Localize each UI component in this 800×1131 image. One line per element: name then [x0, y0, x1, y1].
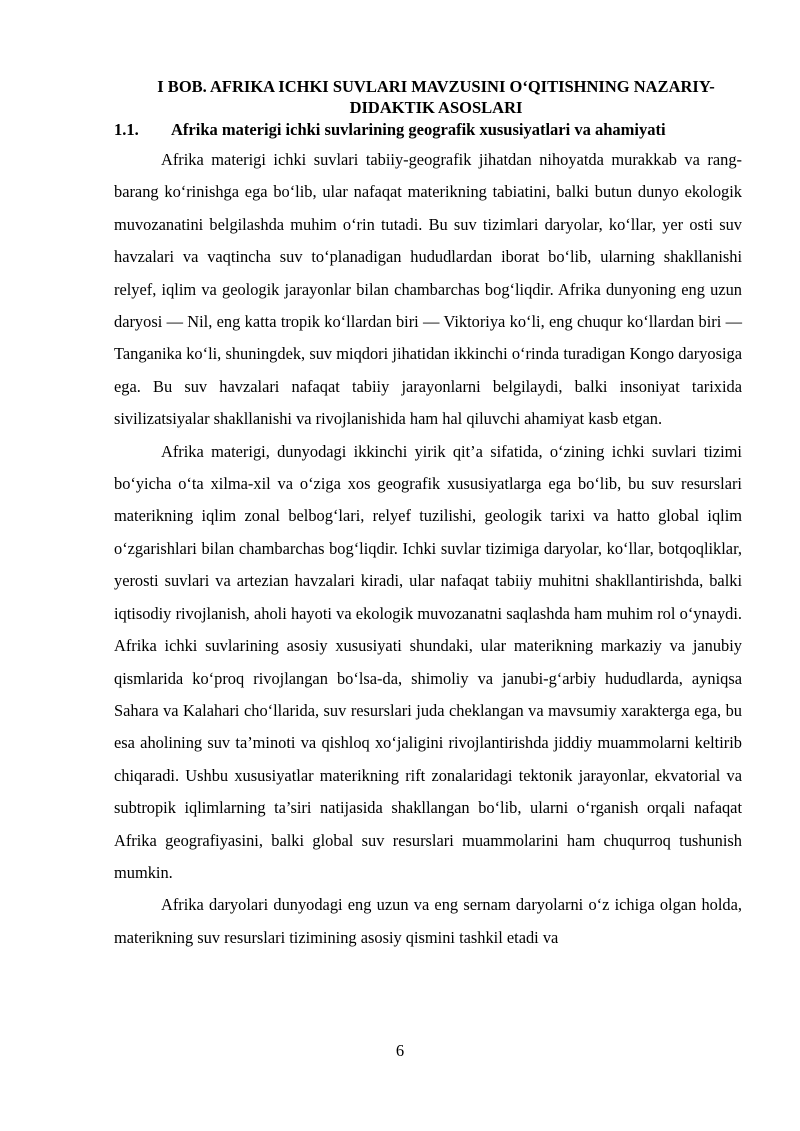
page-number: 6	[395, 1041, 405, 1060]
section-heading	[114, 119, 742, 141]
section-number: 1.1.	[114, 120, 139, 139]
chapter-title: I BOB. AFRIKA ICHKI SUVLARI MAVZUSINI O‘QITISHNING NAZARIY-DIDAKTIK ASOSLARI	[157, 77, 715, 117]
paragraph: Afrika materigi ichki suvlari tabiiy-geografik jihatdan nihoyatda murakkab va rang-barang ko‘rinishga ega bo‘lib, ular nafaqat materikning tabiatini, balki butun dunyo ekologik muvozanatini belgilashda muhim o‘rin tutadi. Bu suv tizimlari daryolar, ko‘llar, yer osti suv havzalari va vaqtincha suv to‘planadigan hududlardan iborat bo‘lib, ularning shakllanishi relyef, iqlim va geologik jarayonlar bilan chambarchas bog‘liqdir. Afrika dunyoning eng uzun daryosi — Nil, eng katta tropik ko‘llardan biri — Viktoriya ko‘li, eng chuqur ko‘llardan biri — Tanganika ko‘li, shuningdek, suv miqdori jihatidan ikkinchi o‘rinda turadigan Kongo daryosiga ega. Bu suv havzalari nafaqat tabiiy jarayonlarni belgilaydi, balki insoniyat tarixida sivilizatsiyalar shakllanishi va rivojlanishida ham hal qiluvchi ahamiyat kasb etgan.	[114, 150, 742, 429]
section-title: Afrika materigi ichki suvlarining geografik xususiyatlari va ahamiyati	[171, 120, 666, 139]
document-page	[114, 76, 742, 954]
paragraph: Afrika daryolari dunyodagi eng uzun va eng sernam daryolarni o‘z ichiga olgan holda, materikning suv resurslari tizimining asosiy qismini tashkil etadi va	[114, 895, 742, 947]
paragraph: Afrika materigi, dunyodagi ikkinchi yirik qit’a sifatida, o‘zining ichki suvlari tizimi bo‘yicha o‘ta xilma-xil va o‘ziga xos geografik xususiyatlarga ega bo‘lib, bu suv resurslari materikning iqlim zonal belbog‘lari, relyef tuzilishi, geologik tarixi va hatto global iqlim o‘zgarishlari bilan chambarchas bog‘liqdir. Ichki suvlar tizimiga daryolar, ko‘llar, botqoqliklar, yerosti suvlari va artezian havzalari kiradi, ular nafaqat tabiiy muhitni shakllantirishda, balki iqtisodiy rivojlanish, aholi hayoti va ekologik muvozanatni saqlashda ham muhim rol o‘ynaydi. Afrika ichki suvlarining asosiy xususiyati shundaki, ular materikning markaziy va janubiy qismlarida ko‘proq rivojlangan bo‘lsa-da, shimoliy va janubi-g‘arbiy hududlarda, ayniqsa Sahara va Kalahari cho‘llarida, suv resurslari juda cheklangan va mavsumiy xarakterga ega, bu esa aholining suv ta’minoti va qishloq xo‘jaligini rivojlantirishda jiddiy muammolarni keltirib chiqaradi. Ushbu xususiyatlar materikning rift zonalaridagi tektonik jarayonlar, ekvatorial va subtropik iqlimlarning ta’siri natijasida shakllangan bo‘lib, ularni o‘rganish orqali nafaqat Afrika geografiyasini, balki global suv resurslari muammolarini ham chuqurroq tushunish mumkin.	[114, 441, 742, 882]
